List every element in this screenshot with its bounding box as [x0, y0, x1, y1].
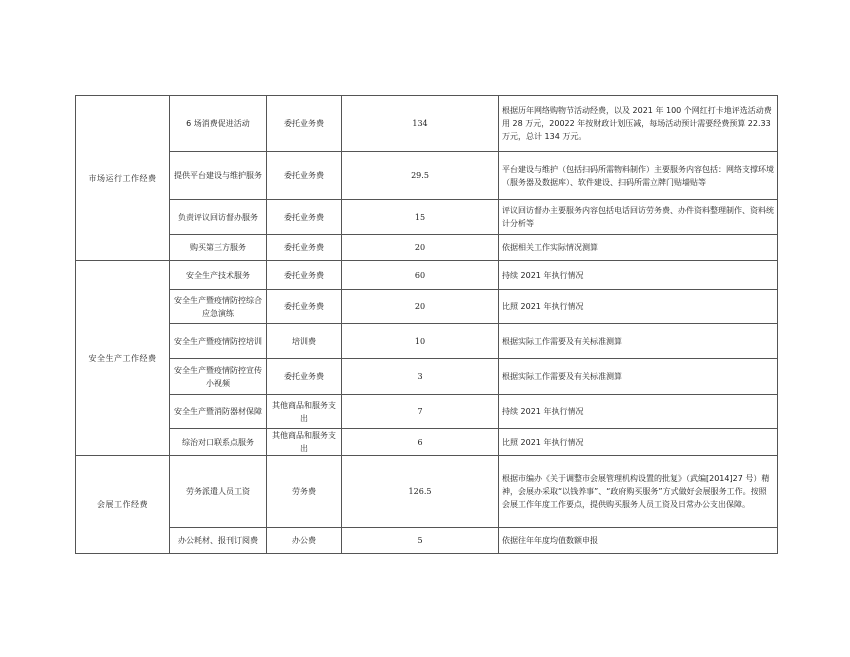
- amount-cell: 20: [342, 235, 499, 261]
- table-row: [76, 261, 778, 290]
- expense-type-cell: 委托业务费: [267, 200, 342, 235]
- item-cell: 提供平台建设与维护服务: [170, 152, 267, 200]
- table-row: [76, 290, 778, 324]
- amount-cell: 6: [342, 429, 499, 456]
- table-row: [76, 456, 778, 528]
- item-cell: 安全生产暨疫情防控宣传小视频: [170, 359, 267, 395]
- basis-cell: 持续 2021 年执行情况: [499, 261, 778, 290]
- item-cell: 安全生产暨疫情防控综合应急演练: [170, 290, 267, 324]
- expense-type-cell: 其他商品和服务支出: [267, 395, 342, 429]
- item-cell: 安全生产暨疫情防控培训: [170, 324, 267, 359]
- basis-cell: 根据实际工作需要及有关标准测算: [499, 324, 778, 359]
- basis-cell: 平台建设与维护（包括扫码所需物料制作）主要服务内容包括：网络支撑环境（服务器及数据库）、软件建设、扫码所需立牌门贴墙贴等: [499, 152, 778, 200]
- amount-cell: 15: [342, 200, 499, 235]
- table-row: [76, 359, 778, 395]
- table-row: [76, 235, 778, 261]
- expense-type-cell: 委托业务费: [267, 261, 342, 290]
- basis-cell: 根据实际工作需要及有关标准测算: [499, 359, 778, 395]
- amount-cell: 7: [342, 395, 499, 429]
- amount-cell: 3: [342, 359, 499, 395]
- amount-cell: 10: [342, 324, 499, 359]
- table-row: [76, 324, 778, 359]
- basis-cell: 依据相关工作实际情况测算: [499, 235, 778, 261]
- item-cell: 负责评议回访督办服务: [170, 200, 267, 235]
- basis-cell: 根据市编办《关于调整市会展管理机构设置的批复》（武编[2014]27 号）精神，会展办采取“以钱养事”、“政府购买服务”方式做好会展服务工作。按照会展工作年度工作要点，提供购买服务人员工资及日常办公支出保障。: [499, 456, 778, 528]
- expense-type-cell: 委托业务费: [267, 235, 342, 261]
- expense-type-cell: 劳务费: [267, 456, 342, 528]
- item-cell: 安全生产技术服务: [170, 261, 267, 290]
- basis-cell: 依据往年年度均值数额申报: [499, 528, 778, 554]
- item-cell: 6 场消费促进活动: [170, 96, 267, 152]
- amount-cell: 134: [342, 96, 499, 152]
- table-row: [76, 429, 778, 456]
- expense-type-cell: 委托业务费: [267, 359, 342, 395]
- expense-type-cell: 委托业务费: [267, 152, 342, 200]
- table-row: [76, 152, 778, 200]
- expense-type-cell: 委托业务费: [267, 96, 342, 152]
- table-row: [76, 395, 778, 429]
- amount-cell: 29.5: [342, 152, 499, 200]
- amount-cell: 126.5: [342, 456, 499, 528]
- basis-cell: 根据历年网络购物节活动经费，以及 2021 年 100 个网红打卡地评选活动费用 28 万元，20022 年按财政计划压减，每场活动预计需要经费预算 22.33 万元，总计 134 万元。: [499, 96, 778, 152]
- amount-cell: 5: [342, 528, 499, 554]
- basis-cell: 比照 2021 年执行情况: [499, 290, 778, 324]
- item-cell: 劳务派遣人员工资: [170, 456, 267, 528]
- category-cell: 市场运行工作经费: [76, 96, 170, 261]
- item-cell: 办公耗材、报刊订阅费: [170, 528, 267, 554]
- basis-cell: 比照 2021 年执行情况: [499, 429, 778, 456]
- item-cell: 购买第三方服务: [170, 235, 267, 261]
- amount-cell: 60: [342, 261, 499, 290]
- item-cell: 综治对口联系点服务: [170, 429, 267, 456]
- expense-type-cell: 培训费: [267, 324, 342, 359]
- expense-type-cell: 其他商品和服务支出: [267, 429, 342, 456]
- amount-cell: 20: [342, 290, 499, 324]
- expense-type-cell: 办公费: [267, 528, 342, 554]
- category-cell: 会展工作经费: [76, 456, 170, 554]
- table-row: [76, 528, 778, 554]
- table-row: [76, 200, 778, 235]
- basis-cell: 持续 2021 年执行情况: [499, 395, 778, 429]
- expense-type-cell: 委托业务费: [267, 290, 342, 324]
- item-cell: 安全生产暨消防器材保障: [170, 395, 267, 429]
- budget-table: [75, 95, 778, 554]
- table-row: [76, 96, 778, 152]
- basis-cell: 评议回访督办主要服务内容包括电话回访劳务费、办件资料整理制作、资料统计分析等: [499, 200, 778, 235]
- category-cell: 安全生产工作经费: [76, 261, 170, 456]
